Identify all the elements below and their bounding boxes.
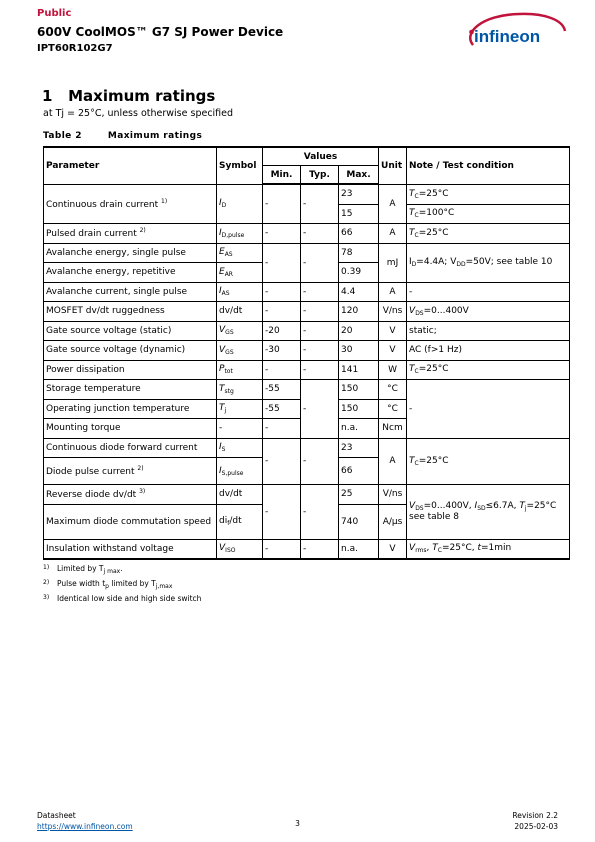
unit-cell: A <box>379 282 407 302</box>
param-cell: Reverse diode dv/dt $^{3)}$ <box>44 485 217 505</box>
min-cell: - <box>263 184 301 224</box>
max-cell: 4.4 <box>339 282 379 302</box>
min-cell: - <box>263 539 301 559</box>
min-cell: - <box>263 282 301 302</box>
note-cell: - <box>407 282 570 302</box>
unit-cell: °C <box>379 399 407 419</box>
table-row <box>44 282 570 302</box>
footer-date: 2025-02-03 <box>514 822 558 831</box>
param-cell: Avalanche energy, repetitive <box>44 263 217 283</box>
min-cell: - <box>263 360 301 380</box>
section-title: Maximum ratings <box>68 87 216 105</box>
min-cell: - <box>263 438 301 485</box>
header-values: Values <box>263 147 379 166</box>
table-row <box>44 438 570 458</box>
unit-cell: Ncm <box>379 419 407 439</box>
table-row <box>44 360 570 380</box>
unit-cell: A <box>379 224 407 244</box>
header-min: Min. <box>263 166 301 185</box>
param-cell: Continuous diode forward current <box>44 438 217 458</box>
max-cell: 30 <box>339 341 379 361</box>
note-cell: $I_D=4.4A$; $V_{DD}=50V$; see table 10 <box>407 243 570 282</box>
table-row <box>44 539 570 559</box>
symbol-cell: $I_{AS}$ <box>217 282 263 302</box>
param-cell: Continuous drain current $^{1)}$ <box>44 184 217 224</box>
typ-cell: - <box>301 485 339 540</box>
table-row <box>44 302 570 322</box>
classification-label: Public <box>37 8 72 19</box>
param-cell: Avalanche energy, single pulse <box>44 243 217 263</box>
typ-cell: - <box>301 321 339 341</box>
typ-cell: - <box>301 380 339 439</box>
footer-revision: Revision 2.2 <box>512 811 558 820</box>
footer-doc-type: Datasheet <box>37 811 76 820</box>
param-cell: Gate source voltage (dynamic) <box>44 341 217 361</box>
symbol-cell: $T_j$ <box>217 399 263 419</box>
unit-cell: V <box>379 539 407 559</box>
symbol-cell: $V_{GS}$ <box>217 341 263 361</box>
unit-cell: V/ns <box>379 485 407 505</box>
logo-wordmark: infineon <box>474 27 541 46</box>
table-caption <box>43 131 202 141</box>
unit-cell: A/µs <box>379 504 407 539</box>
typ-cell: - <box>301 282 339 302</box>
typ-cell: - <box>301 302 339 322</box>
unit-cell: V/ns <box>379 302 407 322</box>
typ-cell: - <box>301 539 339 559</box>
unit-cell: V <box>379 341 407 361</box>
table-row <box>44 341 570 361</box>
section-condition: at Tj = 25°C, unless otherwise specified <box>43 108 234 119</box>
max-cell: 66 <box>339 224 379 244</box>
symbol-cell: $E_{AR}$ <box>217 263 263 283</box>
unit-cell: W <box>379 360 407 380</box>
unit-cell: mJ <box>379 243 407 282</box>
param-cell: Storage temperature <box>44 380 217 400</box>
min-cell: - <box>263 419 301 439</box>
table-caption-label: Table 2 <box>43 131 82 141</box>
typ-cell: - <box>301 341 339 361</box>
min-cell: -30 <box>263 341 301 361</box>
section-number: 1 <box>42 87 53 105</box>
footnote: 1) Limited by $T_{j max}$. <box>43 564 123 575</box>
note-cell: $V_{DS}=0...400V$, $I_{SD}\le 6.7A$, $T_j=25^\circ C$ see table 8 <box>407 485 570 540</box>
symbol-cell: $P_{tot}$ <box>217 360 263 380</box>
infineon-logo <box>461 11 569 57</box>
max-cell: 150 <box>339 399 379 419</box>
symbol-cell: $I_{S,pulse}$ <box>217 458 263 485</box>
symbol-cell: dv/dt <box>217 302 263 322</box>
typ-cell: - <box>301 243 339 282</box>
param-cell: Avalanche current, single pulse <box>44 282 217 302</box>
max-cell: 120 <box>339 302 379 322</box>
symbol-cell: $I_S$ <box>217 438 263 458</box>
symbol-cell: $T_{stg}$ <box>217 380 263 400</box>
param-cell: Gate source voltage (static) <box>44 321 217 341</box>
header-max: Max. <box>339 166 379 185</box>
note-cell: $T_C=25^\circ C$ <box>407 184 570 204</box>
symbol-cell: $di_f/dt$ <box>217 504 263 539</box>
unit-cell: A <box>379 438 407 485</box>
note-cell: $T_C=25^\circ C$ <box>407 224 570 244</box>
max-cell: 15 <box>339 204 379 224</box>
symbol-cell: $V_{GS}$ <box>217 321 263 341</box>
header-unit: Unit <box>379 147 407 184</box>
min-cell: -55 <box>263 399 301 419</box>
max-cell: 141 <box>339 360 379 380</box>
table-row <box>44 243 570 263</box>
footer-url-link[interactable]: https://www.infineon.com <box>37 822 133 831</box>
max-cell: n.a. <box>339 539 379 559</box>
note-cell: $T_C=25^\circ C$ <box>407 360 570 380</box>
max-cell: 150 <box>339 380 379 400</box>
unit-cell: V <box>379 321 407 341</box>
table-row <box>44 224 570 244</box>
footnote: 3) Identical low side and high side switch <box>43 594 202 603</box>
max-cell: 740 <box>339 504 379 539</box>
param-cell: Power dissipation <box>44 360 217 380</box>
table-row <box>44 321 570 341</box>
max-cell: 20 <box>339 321 379 341</box>
symbol-cell: - <box>217 419 263 439</box>
typ-cell: - <box>301 360 339 380</box>
typ-cell: - <box>301 184 339 224</box>
min-cell: -55 <box>263 380 301 400</box>
note-cell: $T_C=25^\circ C$ <box>407 438 570 485</box>
param-cell: Diode pulse current $^{2)}$ <box>44 458 217 485</box>
maximum-ratings-table <box>43 146 570 560</box>
max-cell: 23 <box>339 184 379 204</box>
max-cell: 66 <box>339 458 379 485</box>
product-title: 600V CoolMOS™ G7 SJ Power Device <box>37 25 284 39</box>
param-cell: Maximum diode commutation speed <box>44 504 217 539</box>
typ-cell: - <box>301 224 339 244</box>
min-cell: - <box>263 302 301 322</box>
note-cell: $V_{DS}=0...400V$ <box>407 302 570 322</box>
min-cell: -20 <box>263 321 301 341</box>
header-note: Note / Test condition <box>407 147 570 184</box>
symbol-cell: $E_{AS}$ <box>217 243 263 263</box>
note-cell: static; <box>407 321 570 341</box>
max-cell: 78 <box>339 243 379 263</box>
header-symbol: Symbol <box>217 147 263 184</box>
param-cell: Insulation withstand voltage <box>44 539 217 559</box>
table-row <box>44 380 570 400</box>
typ-cell: - <box>301 438 339 485</box>
max-cell: n.a. <box>339 419 379 439</box>
unit-cell: A <box>379 184 407 224</box>
max-cell: 23 <box>339 438 379 458</box>
min-cell: - <box>263 485 301 540</box>
table-row <box>44 184 570 204</box>
header-parameter: Parameter <box>44 147 217 184</box>
unit-cell: °C <box>379 380 407 400</box>
param-cell: MOSFET dv/dt ruggedness <box>44 302 217 322</box>
note-cell: $V_{rms}$, $T_C=25^\circ C$, t=1min <box>407 539 570 559</box>
symbol-cell: dv/dt <box>217 485 263 505</box>
max-cell: 25 <box>339 485 379 505</box>
param-cell: Pulsed drain current $^{2)}$ <box>44 224 217 244</box>
table-caption-title: Maximum ratings <box>107 131 203 141</box>
page-number: 3 <box>295 819 300 828</box>
min-cell: - <box>263 224 301 244</box>
table-row <box>44 485 570 505</box>
min-cell: - <box>263 243 301 282</box>
note-cell: $T_C=100^\circ C$ <box>407 204 570 224</box>
part-number: IPT60R102G7 <box>37 43 113 54</box>
max-cell: 0.39 <box>339 263 379 283</box>
note-cell: AC (f>1 Hz) <box>407 341 570 361</box>
footnote: 2) Pulse width $t_p$ limited by $T_{j,max}$ <box>43 579 173 590</box>
param-cell: Mounting torque <box>44 419 217 439</box>
note-cell: - <box>407 380 570 439</box>
symbol-cell: $I_D$ <box>217 184 263 224</box>
section-heading <box>42 87 215 105</box>
header-typ: Typ. <box>301 166 339 185</box>
symbol-cell: $I_{D,pulse}$ <box>217 224 263 244</box>
param-cell: Operating junction temperature <box>44 399 217 419</box>
symbol-cell: $V_{ISO}$ <box>217 539 263 559</box>
